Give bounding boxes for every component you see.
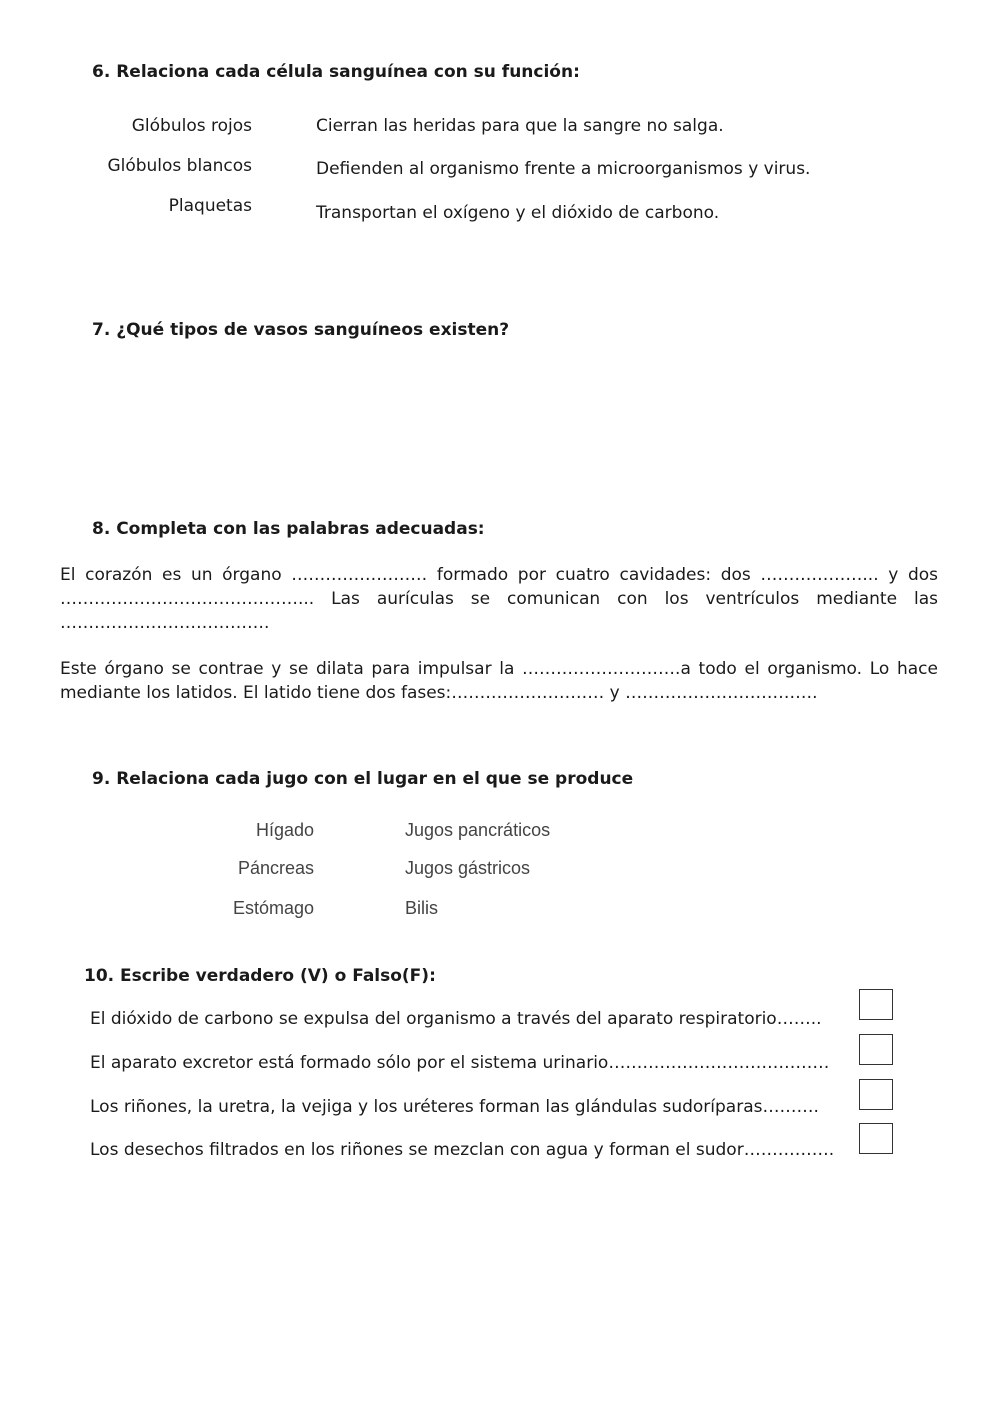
q6-function-3: Transportan el oxígeno y el dióxido de carbono.: [316, 203, 720, 223]
q10-answer-box-3[interactable]: [859, 1079, 893, 1110]
q10-statement-1: El dióxido de carbono se expulsa del organismo a través del aparato respiratorio……..: [90, 1009, 822, 1029]
q10-statement-2: El aparato excretor está formado sólo por el sistema urinario…………………………………: [90, 1053, 830, 1073]
q10-answer-box-1[interactable]: [859, 989, 893, 1020]
q9-juice-2: Jugos gástricos: [405, 858, 531, 878]
q9-juice-3: Bilis: [405, 898, 439, 918]
q9-heading: 9. Relaciona cada jugo con el lugar en el que se produce: [92, 769, 634, 789]
q7-heading: 7. ¿Qué tipos de vasos sanguíneos existen?: [92, 320, 510, 340]
q6-function-2: Defienden al organismo frente a microorganismos y virus.: [316, 159, 811, 179]
q6-heading: 6. Relaciona cada célula sanguínea con su función:: [92, 62, 580, 82]
q10-heading: 10. Escribe verdadero (V) o Falso(F):: [84, 966, 436, 986]
q9-place-pancreas: Páncreas: [237, 858, 314, 878]
q10-statement-3: Los riñones, la uretra, la vejiga y los uréteres forman las glándulas sudoríparas……….: [90, 1097, 819, 1117]
q8-paragraph-1: El corazón es un órgano …………………… formado por cuatro cavidades: dos ………………... y dos ……………………………………... Las aurículas se comunican con los ventrículos mediante las ……………………………….: [60, 565, 938, 633]
q10-statement-4: Los desechos filtrados en los riñones se mezclan con agua y forman el sudor…………….: [90, 1140, 835, 1160]
q6-cell-white: Glóbulos blancos: [107, 156, 252, 176]
q9-place-liver: Hígado: [255, 820, 314, 840]
q8-paragraph-2: Este órgano se contrae y se dilata para impulsar la ……………………….a todo el organismo. Lo hace mediante los latidos. El latido tiene dos fases:……………………… y …………………………….: [60, 659, 938, 703]
q9-place-stomach: Estómago: [232, 898, 314, 918]
q8-heading: 8. Completa con las palabras adecuadas:: [92, 519, 485, 539]
q6-cell-platelets: Plaquetas: [168, 196, 252, 216]
q6-function-1: Cierran las heridas para que la sangre no salga.: [316, 116, 724, 136]
q10-answer-box-2[interactable]: [859, 1034, 893, 1065]
q6-cell-red: Glóbulos rojos: [131, 116, 252, 136]
q9-juice-1: Jugos pancráticos: [405, 820, 551, 840]
q10-answer-box-4[interactable]: [859, 1123, 893, 1154]
